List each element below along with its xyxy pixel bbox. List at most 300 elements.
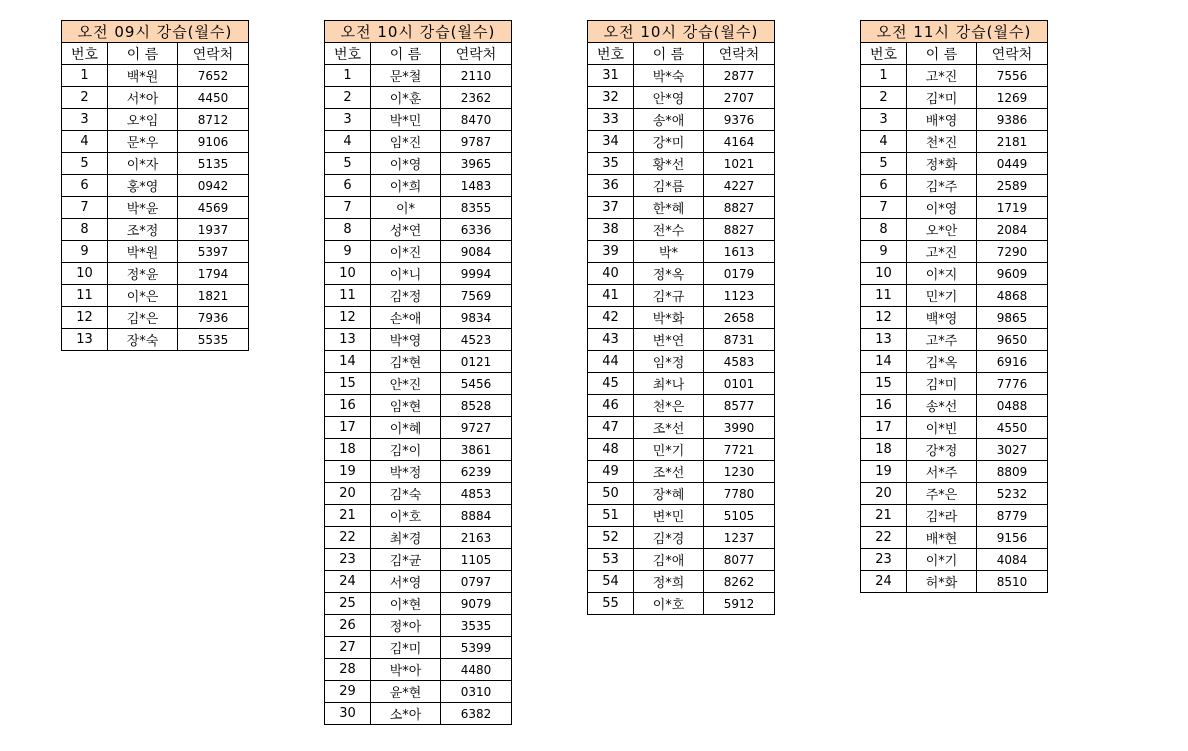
row-number: 20 — [325, 483, 371, 505]
phone-last-digits: 4550 — [977, 417, 1048, 439]
table-row — [325, 439, 512, 461]
row-number: 44 — [588, 351, 634, 373]
member-name: 임*정 — [634, 351, 704, 373]
row-number: 10 — [62, 263, 108, 285]
table-row — [325, 527, 512, 549]
class-title: 오전 09시 강습(월수) — [62, 21, 249, 43]
row-number: 5 — [861, 153, 907, 175]
column-header-name: 이 름 — [108, 43, 178, 65]
table-row — [325, 615, 512, 637]
phone-last-digits: 4853 — [441, 483, 512, 505]
phone-last-digits: 8712 — [178, 109, 249, 131]
row-number: 1 — [62, 65, 108, 87]
phone-last-digits: 9609 — [977, 263, 1048, 285]
member-name: 박* — [634, 241, 704, 263]
member-name: 박*숙 — [634, 65, 704, 87]
member-name: 김*정 — [371, 285, 441, 307]
member-name: 백*원 — [108, 65, 178, 87]
table-row — [325, 65, 512, 87]
table-row — [861, 285, 1048, 307]
row-number: 13 — [62, 329, 108, 351]
table-row — [62, 109, 249, 131]
row-number: 10 — [325, 263, 371, 285]
table-row — [588, 87, 775, 109]
row-number: 6 — [861, 175, 907, 197]
phone-last-digits: 8827 — [704, 219, 775, 241]
column-header-name: 이 름 — [634, 43, 704, 65]
table-row — [588, 439, 775, 461]
member-name: 김*경 — [634, 527, 704, 549]
member-name: 최*나 — [634, 373, 704, 395]
row-number: 14 — [325, 351, 371, 373]
phone-last-digits: 9386 — [977, 109, 1048, 131]
row-number: 1 — [325, 65, 371, 87]
phone-last-digits: 4227 — [704, 175, 775, 197]
table-row — [62, 241, 249, 263]
table-row — [588, 571, 775, 593]
table-row — [62, 197, 249, 219]
phone-last-digits: 3965 — [441, 153, 512, 175]
table-row — [325, 637, 512, 659]
phone-last-digits: 1237 — [704, 527, 775, 549]
phone-last-digits: 6239 — [441, 461, 512, 483]
member-name: 손*애 — [371, 307, 441, 329]
class-roster-0900 — [61, 20, 249, 351]
phone-last-digits: 5232 — [977, 483, 1048, 505]
table-row — [588, 109, 775, 131]
row-number: 22 — [861, 527, 907, 549]
member-name: 이*영 — [907, 197, 977, 219]
member-name: 김*미 — [371, 637, 441, 659]
table-row — [588, 483, 775, 505]
phone-last-digits: 1230 — [704, 461, 775, 483]
phone-last-digits: 5135 — [178, 153, 249, 175]
member-name: 민*기 — [907, 285, 977, 307]
member-name: 최*경 — [371, 527, 441, 549]
row-number: 4 — [62, 131, 108, 153]
row-number: 14 — [861, 351, 907, 373]
phone-last-digits: 4868 — [977, 285, 1048, 307]
phone-last-digits: 6336 — [441, 219, 512, 241]
phone-last-digits: 7569 — [441, 285, 512, 307]
table-row — [325, 373, 512, 395]
table-row — [325, 307, 512, 329]
phone-last-digits: 5912 — [704, 593, 775, 615]
member-name: 서*영 — [371, 571, 441, 593]
row-number: 37 — [588, 197, 634, 219]
table-row — [861, 549, 1048, 571]
row-number: 19 — [861, 461, 907, 483]
table-row — [588, 285, 775, 307]
phone-last-digits: 5105 — [704, 505, 775, 527]
row-number: 16 — [861, 395, 907, 417]
member-name: 한*혜 — [634, 197, 704, 219]
phone-last-digits: 7936 — [178, 307, 249, 329]
row-number: 2 — [325, 87, 371, 109]
member-name: 조*선 — [634, 417, 704, 439]
row-number: 12 — [325, 307, 371, 329]
member-name: 서*주 — [907, 461, 977, 483]
table-row — [588, 417, 775, 439]
table-row — [861, 351, 1048, 373]
row-number: 3 — [325, 109, 371, 131]
phone-last-digits: 5456 — [441, 373, 512, 395]
member-name: 정*아 — [371, 615, 441, 637]
phone-last-digits: 9084 — [441, 241, 512, 263]
row-number: 36 — [588, 175, 634, 197]
member-name: 김*름 — [634, 175, 704, 197]
phone-last-digits: 1123 — [704, 285, 775, 307]
row-number: 24 — [861, 571, 907, 593]
member-name: 이*진 — [371, 241, 441, 263]
phone-last-digits: 5397 — [178, 241, 249, 263]
row-number: 2 — [62, 87, 108, 109]
table-row — [588, 461, 775, 483]
member-name: 정*화 — [907, 153, 977, 175]
member-name: 박*윤 — [108, 197, 178, 219]
member-name: 강*정 — [907, 439, 977, 461]
table-row — [861, 175, 1048, 197]
row-number: 51 — [588, 505, 634, 527]
member-name: 김*이 — [371, 439, 441, 461]
table-row — [861, 263, 1048, 285]
member-name: 박*원 — [108, 241, 178, 263]
member-name: 이*훈 — [371, 87, 441, 109]
phone-last-digits: 2589 — [977, 175, 1048, 197]
row-number: 8 — [325, 219, 371, 241]
table-row — [325, 241, 512, 263]
row-number: 47 — [588, 417, 634, 439]
phone-last-digits: 3990 — [704, 417, 775, 439]
phone-last-digits: 8731 — [704, 329, 775, 351]
phone-last-digits: 2877 — [704, 65, 775, 87]
table-row — [861, 307, 1048, 329]
table-row — [588, 549, 775, 571]
member-name: 주*은 — [907, 483, 977, 505]
member-name: 송*애 — [634, 109, 704, 131]
table-row — [325, 329, 512, 351]
row-number: 42 — [588, 307, 634, 329]
table-row — [861, 395, 1048, 417]
table-row — [861, 571, 1048, 593]
table-row — [861, 461, 1048, 483]
member-name: 안*진 — [371, 373, 441, 395]
column-header-name: 이 름 — [371, 43, 441, 65]
table-row — [325, 197, 512, 219]
row-number: 31 — [588, 65, 634, 87]
table-row — [588, 197, 775, 219]
member-name: 변*연 — [634, 329, 704, 351]
phone-last-digits: 4084 — [977, 549, 1048, 571]
member-name: 천*은 — [634, 395, 704, 417]
member-name: 고*진 — [907, 65, 977, 87]
row-number: 34 — [588, 131, 634, 153]
row-number: 49 — [588, 461, 634, 483]
phone-last-digits: 1821 — [178, 285, 249, 307]
table-row — [62, 65, 249, 87]
table-row — [861, 439, 1048, 461]
table-row — [325, 285, 512, 307]
member-name: 이*호 — [634, 593, 704, 615]
member-name: 백*영 — [907, 307, 977, 329]
member-name: 임*진 — [371, 131, 441, 153]
member-name: 고*진 — [907, 241, 977, 263]
row-number: 12 — [861, 307, 907, 329]
phone-last-digits: 7290 — [977, 241, 1048, 263]
member-name: 김*주 — [907, 175, 977, 197]
row-number: 30 — [325, 703, 371, 725]
phone-last-digits: 0121 — [441, 351, 512, 373]
row-number: 10 — [861, 263, 907, 285]
row-number: 32 — [588, 87, 634, 109]
table-row — [62, 131, 249, 153]
member-name: 전*수 — [634, 219, 704, 241]
member-name: 장*혜 — [634, 483, 704, 505]
phone-last-digits: 8262 — [704, 571, 775, 593]
table-row — [325, 417, 512, 439]
row-number: 35 — [588, 153, 634, 175]
phone-last-digits: 4523 — [441, 329, 512, 351]
table-row — [861, 417, 1048, 439]
member-name: 김*애 — [634, 549, 704, 571]
member-name: 김*미 — [907, 87, 977, 109]
table-row — [62, 329, 249, 351]
phone-last-digits: 0101 — [704, 373, 775, 395]
table-row — [588, 351, 775, 373]
row-number: 13 — [861, 329, 907, 351]
table-row — [861, 505, 1048, 527]
table-row — [62, 263, 249, 285]
phone-last-digits: 9156 — [977, 527, 1048, 549]
member-name: 홍*영 — [108, 175, 178, 197]
row-number: 22 — [325, 527, 371, 549]
phone-last-digits: 5535 — [178, 329, 249, 351]
row-number: 46 — [588, 395, 634, 417]
member-name: 오*안 — [907, 219, 977, 241]
member-name: 이* — [371, 197, 441, 219]
phone-last-digits: 2163 — [441, 527, 512, 549]
row-number: 45 — [588, 373, 634, 395]
member-name: 정*윤 — [108, 263, 178, 285]
row-number: 21 — [325, 505, 371, 527]
row-number: 28 — [325, 659, 371, 681]
row-number: 11 — [325, 285, 371, 307]
table-row — [588, 219, 775, 241]
table-row — [861, 197, 1048, 219]
member-name: 김*미 — [907, 373, 977, 395]
member-name: 허*화 — [907, 571, 977, 593]
column-header-phone: 연락처 — [441, 43, 512, 65]
table-row — [325, 395, 512, 417]
phone-last-digits: 7652 — [178, 65, 249, 87]
row-number: 5 — [325, 153, 371, 175]
row-number: 12 — [62, 307, 108, 329]
phone-last-digits: 4583 — [704, 351, 775, 373]
phone-last-digits: 1483 — [441, 175, 512, 197]
phone-last-digits: 9727 — [441, 417, 512, 439]
row-number: 9 — [861, 241, 907, 263]
phone-last-digits: 7776 — [977, 373, 1048, 395]
table-row — [588, 153, 775, 175]
member-name: 소*아 — [371, 703, 441, 725]
phone-last-digits: 8470 — [441, 109, 512, 131]
phone-last-digits: 8510 — [977, 571, 1048, 593]
member-name: 이*자 — [108, 153, 178, 175]
row-number: 23 — [861, 549, 907, 571]
phone-last-digits: 6382 — [441, 703, 512, 725]
phone-last-digits: 0942 — [178, 175, 249, 197]
table-row — [588, 395, 775, 417]
phone-last-digits: 9834 — [441, 307, 512, 329]
phone-last-digits: 3535 — [441, 615, 512, 637]
row-number: 7 — [62, 197, 108, 219]
row-number: 11 — [62, 285, 108, 307]
table-row — [861, 131, 1048, 153]
row-number: 18 — [325, 439, 371, 461]
column-header-name: 이 름 — [907, 43, 977, 65]
member-name: 박*정 — [371, 461, 441, 483]
table-row — [325, 153, 512, 175]
member-name: 이*희 — [371, 175, 441, 197]
table-row — [62, 307, 249, 329]
row-number: 29 — [325, 681, 371, 703]
table-row — [588, 175, 775, 197]
member-name: 성*연 — [371, 219, 441, 241]
table-row — [62, 87, 249, 109]
class-roster-1000-part2 — [587, 20, 775, 615]
table-row — [62, 219, 249, 241]
table-row — [62, 285, 249, 307]
member-name: 김*라 — [907, 505, 977, 527]
phone-last-digits: 5399 — [441, 637, 512, 659]
header-row — [861, 43, 1048, 65]
row-number: 3 — [861, 109, 907, 131]
table-row — [588, 593, 775, 615]
table-row — [325, 461, 512, 483]
row-number: 21 — [861, 505, 907, 527]
member-name: 김*은 — [108, 307, 178, 329]
row-number: 8 — [861, 219, 907, 241]
row-number: 43 — [588, 329, 634, 351]
member-name: 안*영 — [634, 87, 704, 109]
member-name: 김*숙 — [371, 483, 441, 505]
row-number: 18 — [861, 439, 907, 461]
table-row — [325, 681, 512, 703]
row-number: 5 — [62, 153, 108, 175]
member-name: 변*민 — [634, 505, 704, 527]
member-name: 문*철 — [371, 65, 441, 87]
member-name: 김*균 — [371, 549, 441, 571]
column-header-number: 번호 — [325, 43, 371, 65]
row-number: 8 — [62, 219, 108, 241]
phone-last-digits: 8577 — [704, 395, 775, 417]
member-name: 이*현 — [371, 593, 441, 615]
class-roster-1100 — [860, 20, 1048, 593]
column-header-number: 번호 — [861, 43, 907, 65]
row-number: 25 — [325, 593, 371, 615]
table-row — [588, 505, 775, 527]
member-name: 배*영 — [907, 109, 977, 131]
phone-last-digits: 8827 — [704, 197, 775, 219]
table-row — [588, 373, 775, 395]
phone-last-digits: 1613 — [704, 241, 775, 263]
row-number: 11 — [861, 285, 907, 307]
table-row — [325, 703, 512, 725]
header-row — [325, 43, 512, 65]
phone-last-digits: 0310 — [441, 681, 512, 703]
phone-last-digits: 8355 — [441, 197, 512, 219]
phone-last-digits: 9650 — [977, 329, 1048, 351]
table-row — [588, 263, 775, 285]
table-row — [325, 351, 512, 373]
phone-last-digits: 7780 — [704, 483, 775, 505]
row-number: 33 — [588, 109, 634, 131]
table-row — [325, 175, 512, 197]
phone-last-digits: 6916 — [977, 351, 1048, 373]
phone-last-digits: 9994 — [441, 263, 512, 285]
member-name: 김*규 — [634, 285, 704, 307]
phone-last-digits: 4480 — [441, 659, 512, 681]
row-number: 9 — [325, 241, 371, 263]
phone-last-digits: 3861 — [441, 439, 512, 461]
column-header-number: 번호 — [62, 43, 108, 65]
phone-last-digits: 8528 — [441, 395, 512, 417]
phone-last-digits: 2707 — [704, 87, 775, 109]
phone-last-digits: 1021 — [704, 153, 775, 175]
table-row — [861, 65, 1048, 87]
row-number: 13 — [325, 329, 371, 351]
phone-last-digits: 1105 — [441, 549, 512, 571]
table-row — [325, 571, 512, 593]
row-number: 27 — [325, 637, 371, 659]
phone-last-digits: 0179 — [704, 263, 775, 285]
table-row — [861, 483, 1048, 505]
phone-last-digits: 1937 — [178, 219, 249, 241]
table-row — [861, 373, 1048, 395]
member-name: 오*임 — [108, 109, 178, 131]
table-row — [588, 131, 775, 153]
table-row — [861, 527, 1048, 549]
row-number: 7 — [325, 197, 371, 219]
member-name: 이*지 — [907, 263, 977, 285]
phone-last-digits: 1794 — [178, 263, 249, 285]
row-number: 15 — [325, 373, 371, 395]
phone-last-digits: 8884 — [441, 505, 512, 527]
member-name: 이*혜 — [371, 417, 441, 439]
phone-last-digits: 8077 — [704, 549, 775, 571]
table-row — [325, 593, 512, 615]
phone-last-digits: 9787 — [441, 131, 512, 153]
phone-last-digits: 2362 — [441, 87, 512, 109]
row-number: 24 — [325, 571, 371, 593]
member-name: 송*선 — [907, 395, 977, 417]
member-name: 정*희 — [634, 571, 704, 593]
column-header-phone: 연락처 — [977, 43, 1048, 65]
member-name: 서*아 — [108, 87, 178, 109]
table-row — [588, 241, 775, 263]
row-number: 17 — [861, 417, 907, 439]
class-roster-1000-part1 — [324, 20, 512, 725]
column-header-number: 번호 — [588, 43, 634, 65]
member-name: 고*주 — [907, 329, 977, 351]
table-row — [325, 263, 512, 285]
member-name: 박*화 — [634, 307, 704, 329]
phone-last-digits: 0449 — [977, 153, 1048, 175]
phone-last-digits: 2658 — [704, 307, 775, 329]
member-name: 민*기 — [634, 439, 704, 461]
column-header-phone: 연락처 — [178, 43, 249, 65]
phone-last-digits: 2181 — [977, 131, 1048, 153]
